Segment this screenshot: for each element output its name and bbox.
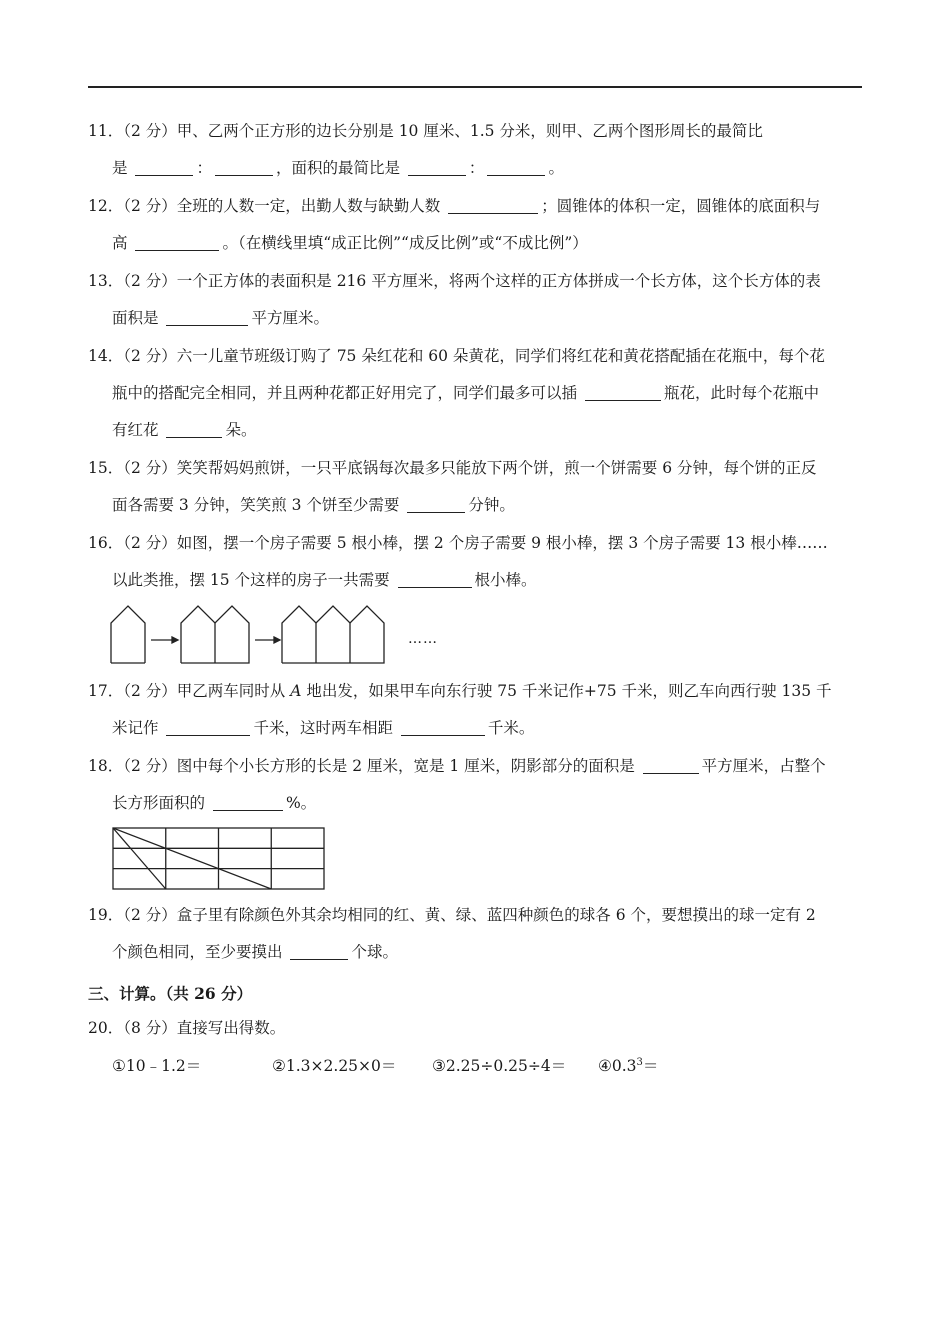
answer-blank[interactable] bbox=[166, 307, 248, 326]
question-20: 20．（8 分）直接写出得数。 bbox=[88, 1019, 286, 1037]
answer-blank[interactable] bbox=[215, 157, 273, 176]
calc-item: ①10﹣1.2＝ bbox=[112, 1057, 202, 1075]
rectangle-grid-figure bbox=[112, 827, 326, 891]
calc-item-4: $④0.3^3=$ bbox=[598, 1056, 659, 1075]
houses-figure bbox=[108, 603, 388, 667]
answer-blank[interactable] bbox=[407, 494, 465, 513]
calc-item: ③2.25÷0.25÷4＝ bbox=[432, 1057, 567, 1075]
answer-blank[interactable] bbox=[448, 195, 538, 214]
question-19: 19．（2 分）盒子里有除颜色外其余均相同的红、黄、绿、蓝四种颜色的球各 6 个，要想摸出的球一定有 2 个颜色相同，至少要摸出 个球。 bbox=[88, 906, 816, 961]
houses-3 bbox=[282, 606, 384, 663]
answer-blank[interactable] bbox=[398, 569, 472, 588]
question-16: 16．（2 分）如图，摆一个房子需要 5 根小棒，摆 2 个房子需要 9 根小棒，摆 3 个房子需要 13 根小棒…… 以此类推，摆 15 个这样的房子一共需要 根小棒。 bbox=[88, 534, 828, 589]
answer-blank[interactable] bbox=[135, 232, 219, 251]
diagonal-line-1 bbox=[113, 828, 166, 889]
section-heading: 三、计算。（共 26 分） bbox=[88, 984, 253, 1003]
answer-blank[interactable] bbox=[585, 382, 661, 401]
answer-blank[interactable] bbox=[135, 157, 193, 176]
arrow-2 bbox=[255, 637, 280, 643]
question-11: 11．（2 分）甲、乙两个正方形的边长分别是 10 厘米、1.5 分米，则甲、乙两个图形周长的最简比 是 ： ，面积的最简比是 ： 。 bbox=[88, 122, 763, 177]
answer-blank[interactable] bbox=[408, 157, 466, 176]
house-1 bbox=[111, 606, 145, 663]
answer-blank[interactable] bbox=[643, 755, 699, 774]
ellipsis: …… bbox=[408, 631, 438, 647]
answer-blank[interactable] bbox=[166, 717, 250, 736]
calc-items bbox=[112, 1054, 658, 1076]
header-rule bbox=[88, 86, 862, 88]
question-17: 17．（2 分）甲乙两车同时从 A 地出发，如果甲车向东行驶 75 千米记作+75 千米，则乙车向西行驶 135 千 米记作 千米，这时两车相距 千米。 bbox=[88, 682, 832, 737]
answer-blank[interactable] bbox=[213, 792, 283, 811]
question-12: 12．（2 分）全班的人数一定，出勤人数与缺勤人数 ；圆锥体的体积一定，圆锥体的底面积与 高 。（在横线里填“成正比例”“成反比例”或“不成比例”） bbox=[88, 197, 821, 252]
answer-blank[interactable] bbox=[290, 941, 348, 960]
answer-blank[interactable] bbox=[401, 717, 485, 736]
question-14: 14．（2 分）六一儿童节班级订购了 75 朵红花和 60 朵黄花，同学们将红花和黄花搭配插在花瓶中，每个花 瓶中的搭配完全相同，并且两种花都正好用完了，同学们最多可以插 瓶花，此时每个花瓶中 有红花 朵。 bbox=[88, 347, 825, 439]
question-18: 18．（2 分）图中每个小长方形的长是 2 厘米，宽是 1 厘米，阴影部分的面积是 平方厘米，占整个 长方形面积的 %。 bbox=[88, 757, 826, 812]
question-15: 15．（2 分）笑笑帮妈妈煎饼，一只平底锅每次最多只能放下两个饼，煎一个饼需要 6 分钟，每个饼的正反 面各需要 3 分钟，笑笑煎 3 个饼至少需要 分钟。 bbox=[88, 459, 817, 514]
arrow-1 bbox=[151, 637, 178, 643]
answer-blank[interactable] bbox=[166, 419, 222, 438]
question-13: 13．（2 分）一个正方体的表面积是 216 平方厘米，将两个这样的正方体拼成一个长方体，这个长方体的表 面积是 平方厘米。 bbox=[88, 272, 821, 327]
houses-2 bbox=[181, 606, 249, 663]
calc-item: ②1.3×2.25×0＝ bbox=[272, 1057, 397, 1075]
answer-blank[interactable] bbox=[487, 157, 545, 176]
diagonal-line-2 bbox=[113, 828, 271, 889]
